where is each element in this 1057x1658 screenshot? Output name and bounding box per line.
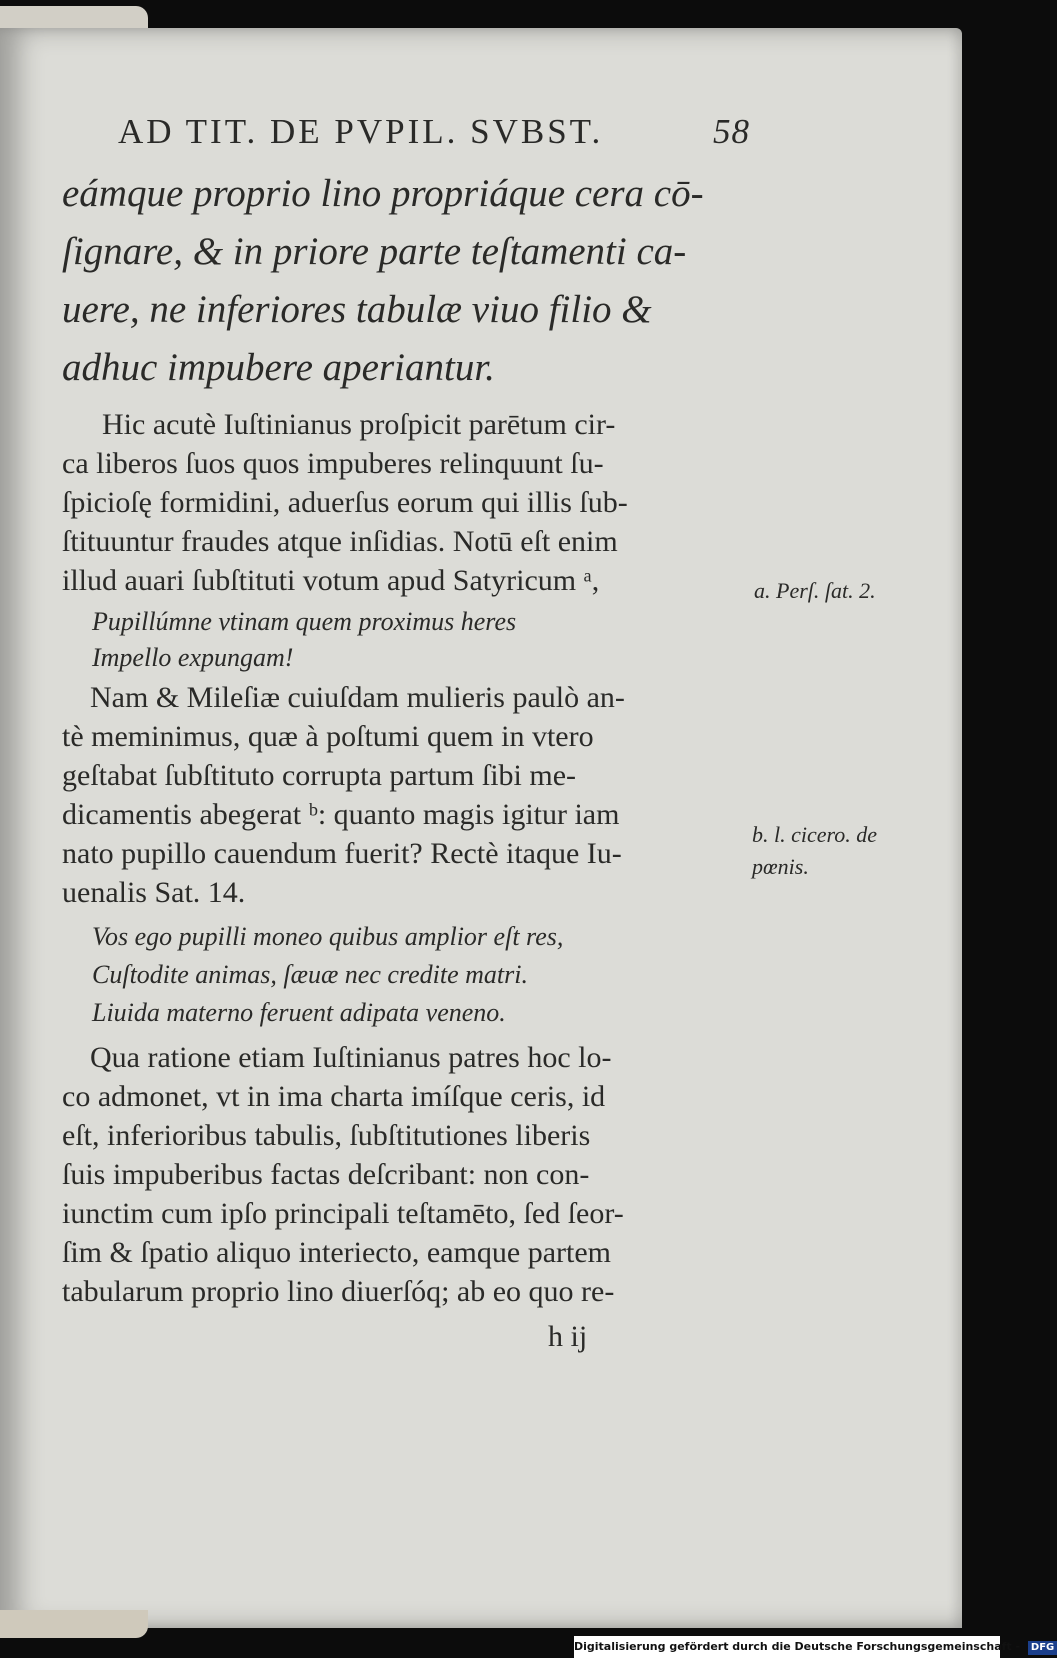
text-line: eámque proprio lino propriáque cera cō- <box>62 172 704 215</box>
verse-line: Pupillúmne vtinam quem proximus heres <box>92 607 517 636</box>
text-line: ca liberos ſuos quos impuberes relinquunt ſu- <box>62 447 604 480</box>
margin-note-b: b. l. cicero. de <box>752 822 878 847</box>
text-line: ſuis impuberibus factas deſcribant: non con- <box>62 1158 590 1191</box>
running-header <box>118 112 758 152</box>
text-line: tè meminimus, quæ à poſtumi quem in vtero <box>62 720 594 753</box>
intro-paragraph <box>62 165 744 397</box>
digitization-footer <box>574 1636 1055 1658</box>
paragraph-3 <box>62 1038 744 1311</box>
verse-quote-2 <box>62 919 744 1033</box>
text-line: ſignare, & in priore parte teſtamenti ca- <box>62 230 687 273</box>
verse-line: Cuſtodite animas, ſæuæ nec credite matri. <box>92 960 528 989</box>
text-line: uenalis Sat. 14. <box>62 876 246 909</box>
paragraph-2 <box>62 678 744 912</box>
text-line: dicamentis abegerat ᵇ: quanto magis igitur iam <box>62 798 620 831</box>
text-line: tabularum proprio lino diuerſóq; ab eo quo re- <box>62 1275 615 1308</box>
text-line: ſtituuntur fraudes atque inſidias. Notū eſt enim <box>62 525 618 558</box>
text-line: ſim & ſpatio aliquo interiecto, eamque partem <box>62 1236 611 1269</box>
text-line: eſt, inferioribus tabulis, ſubſtitutiones liberis <box>62 1119 591 1152</box>
text-line: Qua ratione etiam Iuſtinianus patres hoc lo- <box>90 1041 612 1074</box>
text-line: co admonet, vt in ima charta imíſque ceris, id <box>62 1080 606 1113</box>
verse-quote-1 <box>62 604 744 676</box>
margin-note-a: a. Perſ. ſat. 2. <box>754 578 876 603</box>
text-line: iunctim cum ipſo principali teſtamēto, ſed ſeor- <box>62 1197 624 1230</box>
footer-text: Digitalisierung gefördert durch die Deutsche Forschungsgemeinschaft - <box>574 1640 1021 1653</box>
margin-note-b-cont: pœnis. <box>752 854 809 879</box>
dfg-logo: DFG <box>1028 1641 1057 1655</box>
page-number: 58 <box>713 112 750 151</box>
text-line: nato pupillo cauendum fuerit? Rectè itaque Iu- <box>62 837 622 870</box>
book-edge-bottom <box>0 1610 148 1638</box>
text-line: uere, ne inferiores tabulæ viuo filio & <box>62 288 652 331</box>
verse-line: Impello expungam! <box>92 643 294 672</box>
text-line: Nam & Mileſiæ cuiuſdam mulieris paulò an- <box>90 681 625 714</box>
text-line: ſpicioſę formidini, aduerſus eorum qui illis ſub- <box>62 486 628 519</box>
text-line: illud auari ſubſtituti votum apud Satyricum ᵃ, <box>62 564 600 597</box>
text-line: Hic acutè Iuſtinianus proſpicit parētum cir- <box>102 408 616 441</box>
paragraph-1 <box>62 405 744 600</box>
header-title: AD TIT. DE PVPIL. SVBST. <box>118 112 604 151</box>
signature-mark: h ij <box>548 1320 588 1353</box>
text-line: geſtabat ſubſtituto corrupta partum ſibi me- <box>62 759 577 792</box>
verse-line: Vos ego pupilli moneo quibus amplior eſt res, <box>92 922 564 951</box>
verse-line: Liuida materno feruent adipata veneno. <box>92 998 506 1027</box>
text-line: adhuc impubere aperiantur. <box>62 346 495 389</box>
